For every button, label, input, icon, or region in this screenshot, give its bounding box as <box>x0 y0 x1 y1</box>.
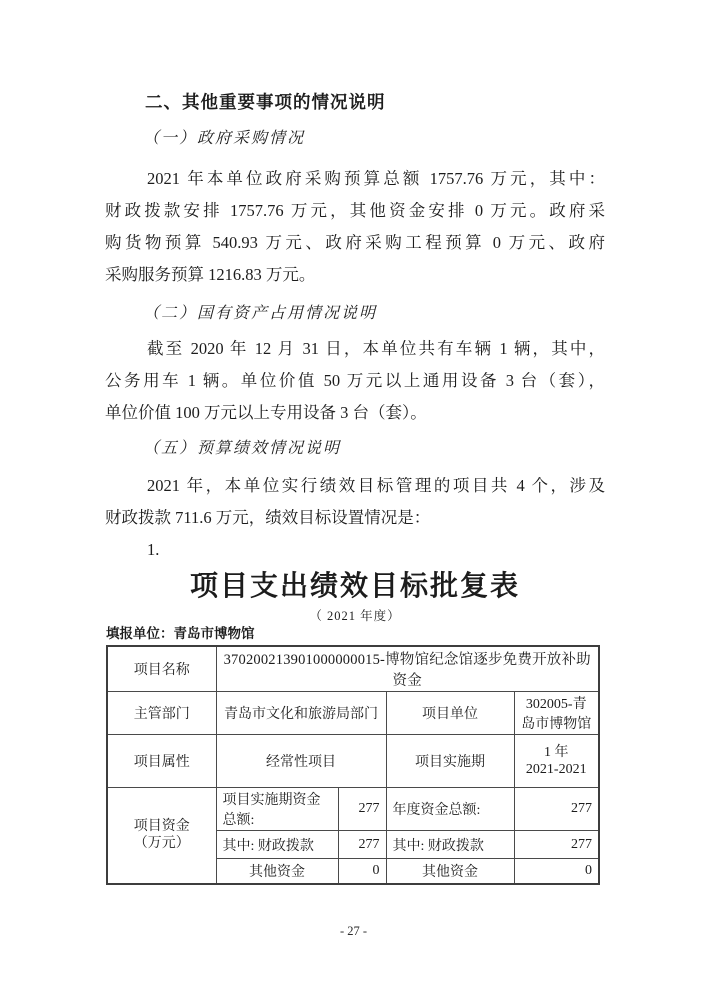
paragraph-line: 截至 2020 年 12 月 31 日，本单位共有车辆 1 辆，其中， <box>147 339 605 358</box>
paragraph-performance <box>105 470 605 566</box>
period-range: 2021-2021 <box>525 762 587 777</box>
subsection-title-procurement: （一）政府采购情况 <box>143 130 306 147</box>
fill-unit-label: 填报单位：青岛市博物馆 <box>106 626 255 641</box>
funds-fiscal-value: 277 <box>338 831 386 859</box>
dept-label: 主管部门 <box>107 692 216 735</box>
period-years: 1 年 <box>544 745 569 760</box>
funds-label <box>107 788 216 884</box>
funds-fiscal-label: 其中: 财政拨款 <box>216 831 338 859</box>
report-year-subtitle: （ 2021 年度） <box>309 609 401 623</box>
unit-value: 302005-青岛市博物馆 <box>514 692 599 735</box>
paragraph-line: 购货物预算 540.93 万元、政府采购工程预算 0 万元、政府 <box>105 233 605 252</box>
period-value <box>514 735 599 788</box>
funds-fiscal-value2: 277 <box>514 831 599 859</box>
page-number: - 27 - <box>339 924 368 938</box>
attr-value: 经常性项目 <box>216 735 386 788</box>
unit-label: 项目单位 <box>386 692 514 735</box>
funds-other-value2: 0 <box>514 859 599 884</box>
table-row-attribute <box>107 735 599 788</box>
subsection-title-performance: （五）预算绩效情况说明 <box>143 440 342 457</box>
funds-period-total-label: 项目实施期资金总额: <box>216 788 338 831</box>
funds-fiscal-label2: 其中: 财政拨款 <box>386 831 514 859</box>
paragraph-line: 公务用车 1 辆。单位价值 50 万元以上通用设备 3 台（套）， <box>105 371 605 390</box>
project-name-value: 370200213901000000015-博物馆纪念馆逐步免费开放补助资金 <box>216 646 599 692</box>
table-row-project-name <box>107 646 599 692</box>
performance-target-table <box>106 645 600 885</box>
paragraph-line: 2021 年本单位政府采购预算总额 1757.76 万元，其中： <box>147 169 605 188</box>
paragraph-procurement <box>105 163 605 291</box>
report-title: 项目支出绩效目标批复表 <box>189 571 520 602</box>
funds-annual-total-value: 277 <box>514 788 599 831</box>
funds-other-value: 0 <box>338 859 386 884</box>
paragraph-state-assets <box>105 333 605 429</box>
funds-other-label2: 其他资金 <box>386 859 514 884</box>
paragraph-line: 单位价值 100 万元以上专用设备 3 台（套）。 <box>105 403 427 422</box>
list-number: 1. <box>147 540 160 559</box>
paragraph-line: 财政拨款 711.6 万元，绩效目标设置情况是： <box>105 508 431 527</box>
funds-other-label: 其他资金 <box>216 859 338 884</box>
paragraph-line: 采购服务预算 1216.83 万元。 <box>105 265 316 284</box>
attr-label: 项目属性 <box>107 735 216 788</box>
paragraph-line: 2021 年，本单位实行绩效目标管理的项目共 4 个，涉及 <box>147 476 605 495</box>
funds-annual-total-label: 年度资金总额: <box>386 788 514 831</box>
section-heading: 二、其他重要事项的情况说明 <box>145 92 386 112</box>
table-row-department <box>107 692 599 735</box>
funds-label-line1: 项目资金 <box>133 819 190 835</box>
subsection-title-state-assets: （二）国有资产占用情况说明 <box>143 305 378 322</box>
paragraph-line: 财政拨款安排 1757.76 万元，其他资金安排 0 万元。政府采 <box>105 201 605 220</box>
period-label: 项目实施期 <box>386 735 514 788</box>
table-row-funds-total <box>107 788 599 831</box>
funds-label-line2: （万元） <box>133 836 190 852</box>
funds-period-total-value: 277 <box>338 788 386 831</box>
project-name-label: 项目名称 <box>107 646 216 692</box>
dept-value: 青岛市文化和旅游局部门 <box>216 692 386 735</box>
